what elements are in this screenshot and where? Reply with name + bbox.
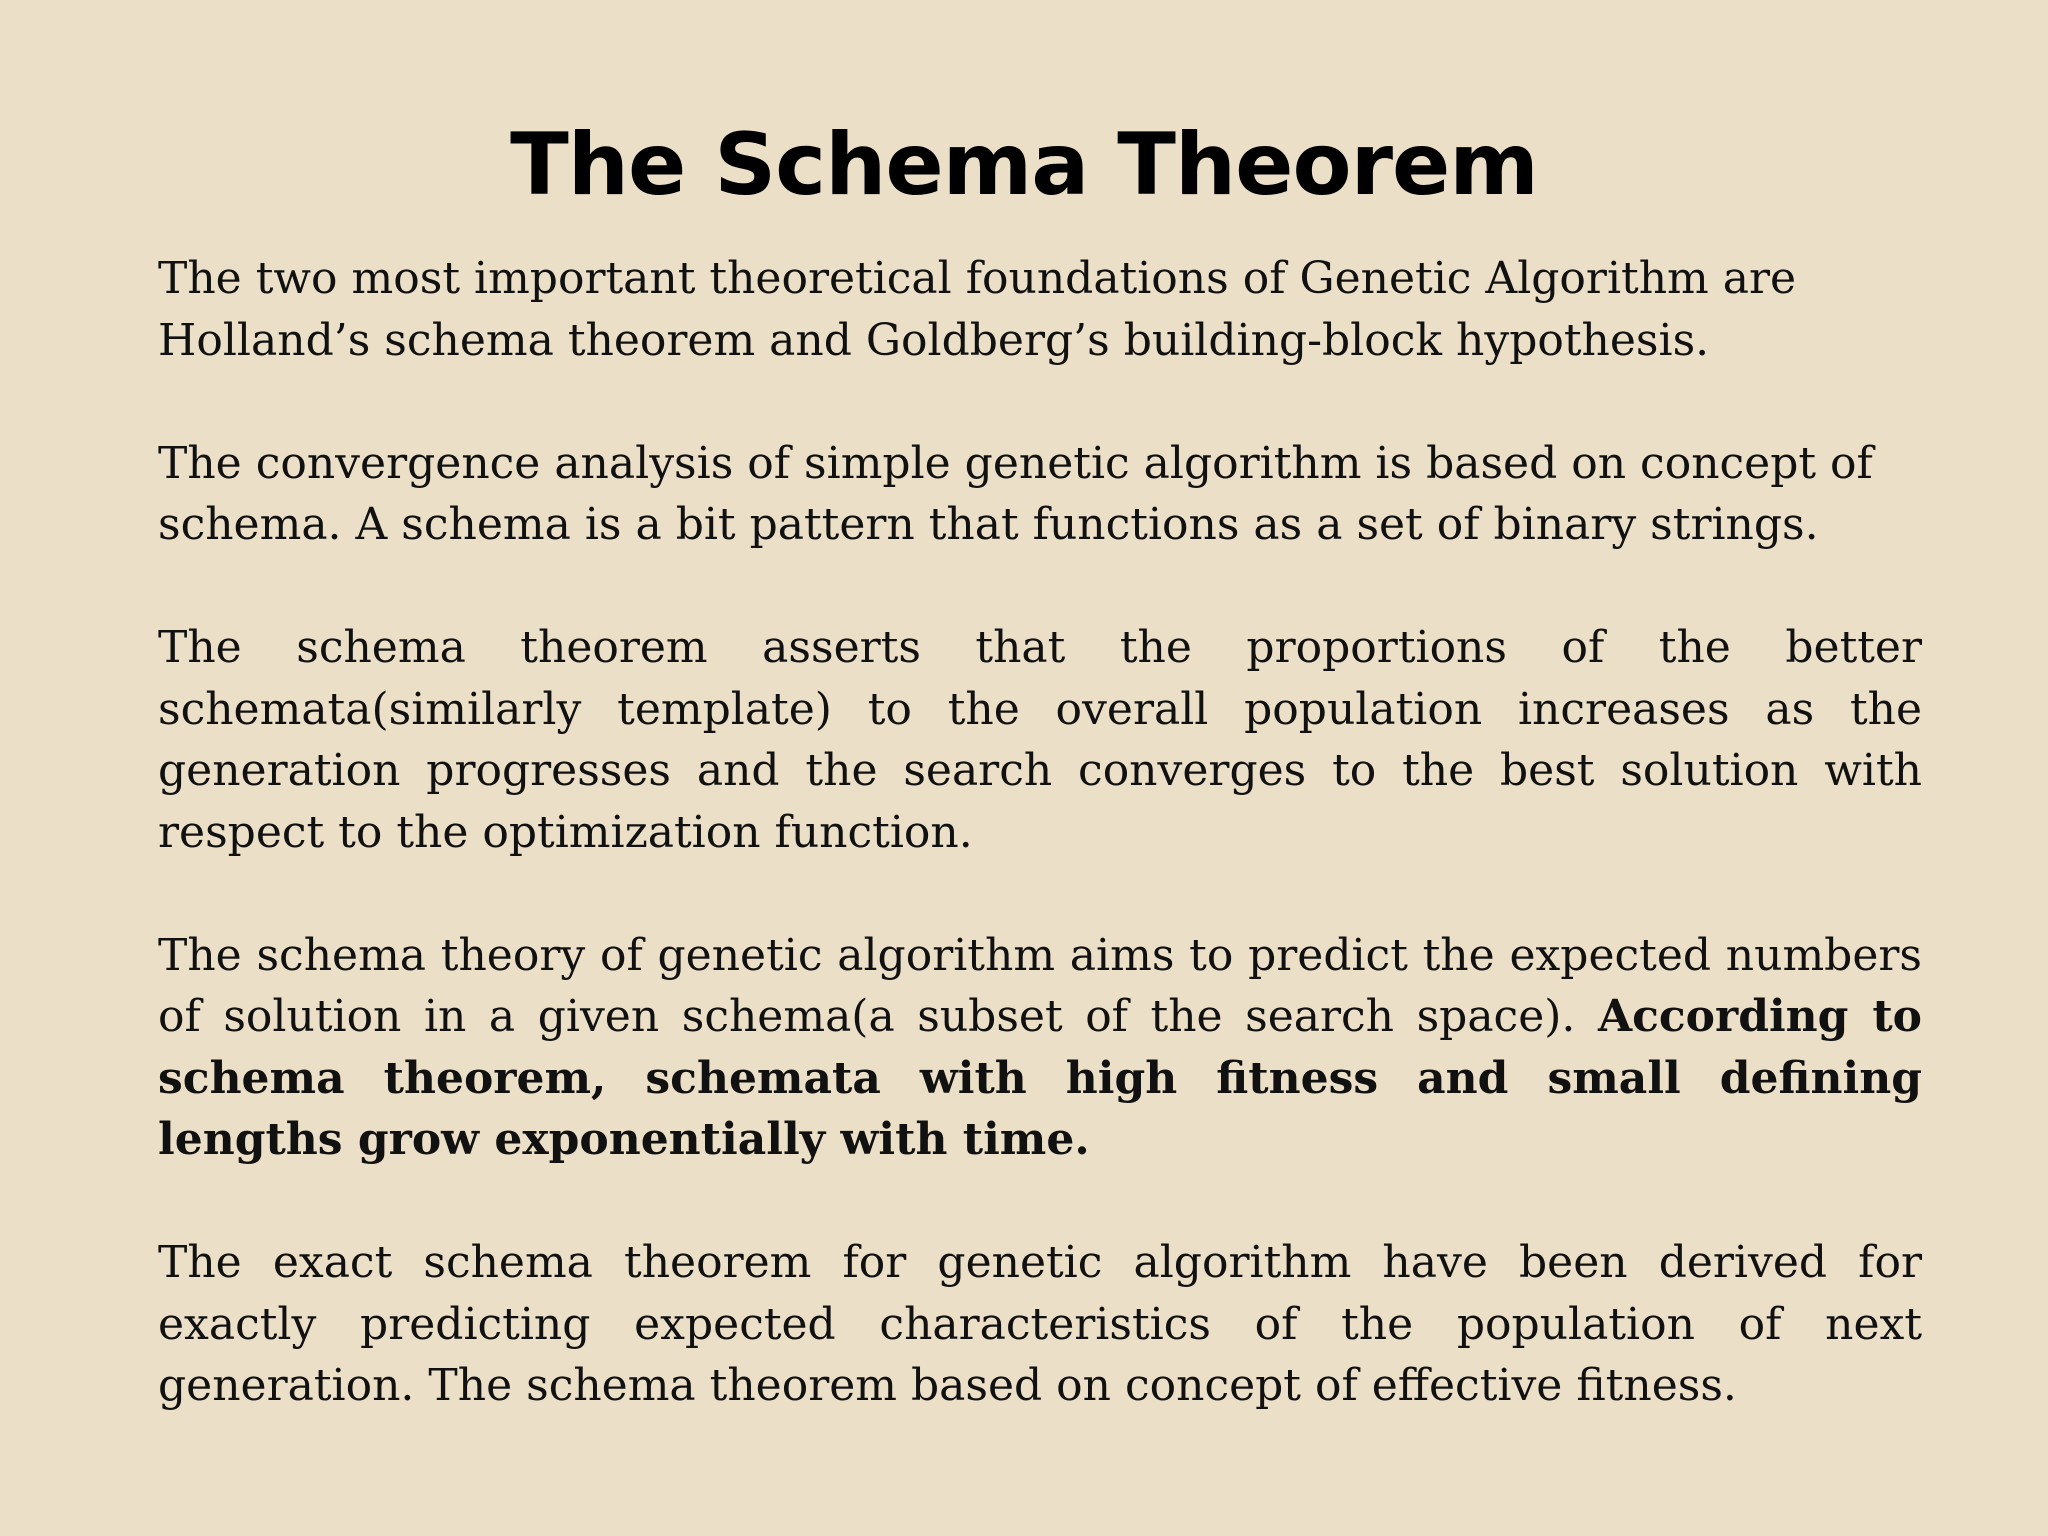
paragraph-schema-theory [158,925,1922,1171]
paragraph-foundations [158,248,1922,371]
paragraph-text: The schema theory of genetic algorithm aims to predict the expected numbers of solution in a given schema(a subset of the search space). [158,929,1922,1042]
slide-body [158,248,1922,1417]
paragraph-line: The convergence analysis of simple genetic algorithm is based on concept of [158,437,1873,489]
paragraph-convergence [158,433,1922,556]
paragraph-emphasis: According to schema theorem, schemata with high fitness and small defining lengths grow exponentially with time. [158,991,1923,1165]
paragraph-line: schema. A schema is a bit pattern that functions as a set of binary strings. [158,499,1819,550]
paragraph-line: The two most important theoretical foundations of Genetic Algorithm are [158,253,1797,304]
paragraph-schema-theorem: The schema theorem asserts that the proportions of the better schemata(similarly template) to the overall population increases as the generation progresses and the search converges to the best solution with respect to the optimization function. [158,622,1922,858]
slide-title: The Schema Theorem [510,115,1538,215]
paragraph-exact-schema-theorem: The exact schema theorem for genetic algorithm have been derived for exactly predicting expected characteristics of the population of next generation. The schema theorem based on concept of effective fitness. [158,1237,1922,1411]
paragraph-line: Holland’s schema theorem and Goldberg’s building-block hypothesis. [158,314,1710,366]
